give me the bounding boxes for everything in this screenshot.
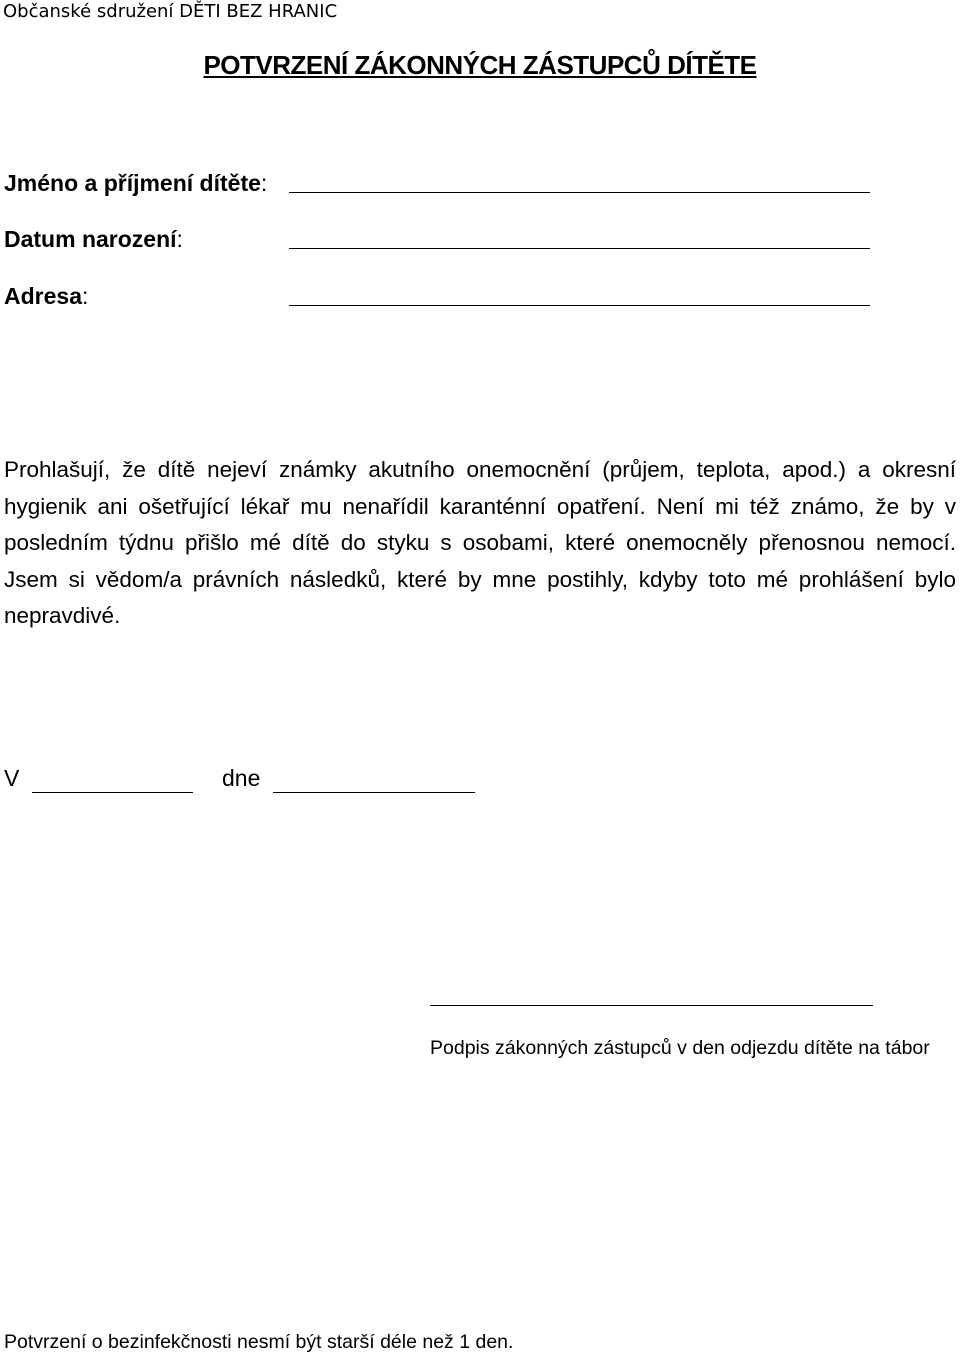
birth-date-field[interactable] — [289, 248, 870, 249]
birth-date-label-text: Datum narození — [4, 226, 177, 252]
document-title: POTVRZENÍ ZÁKONNÝCH ZÁSTUPCŮ DÍTĚTE — [203, 50, 757, 80]
address-label-text: Adresa — [4, 283, 82, 309]
child-name-field[interactable] — [289, 192, 870, 193]
address-field[interactable] — [289, 305, 870, 306]
place-label: V — [4, 765, 20, 791]
declaration-text: Prohlašují, že dítě nejeví známky akutního onemocnění (průjem, teplota, apod.) a okresní hygienik ani ošetřující lékař mu nenařídil karanténní opatření. Není mi též známo, že by v posledním týdnu přišlo mé dítě do styku s osobami, které onemocněly přenosnou nemocí. Jsem si vědom/a právních následků, které by mne postihly, kdyby toto mé prohlášení bylo nepravdivé. — [4, 457, 956, 628]
birth-date-label — [4, 226, 183, 253]
address-label-colon: : — [81, 283, 89, 309]
place-field[interactable] — [32, 792, 193, 793]
date-label: dne — [222, 765, 261, 791]
child-name-label-text: Jméno a příjmení dítěte — [4, 170, 261, 196]
date-field[interactable] — [273, 792, 475, 793]
birth-date-label-colon: : — [176, 226, 183, 252]
child-name-label — [4, 170, 267, 197]
signature-caption: Podpis zákonných zástupců v den odjezdu dítěte na tábor — [430, 1037, 930, 1059]
address-label — [4, 283, 88, 310]
child-name-label-colon: : — [260, 170, 268, 196]
signature-line[interactable] — [430, 1005, 873, 1006]
footer-note: Potvrzení o bezinfekčnosti nesmí být starší déle než 1 den. — [4, 1331, 514, 1353]
organization-name: Občanské sdružení DĚTI BEZ HRANIC — [3, 1, 338, 22]
